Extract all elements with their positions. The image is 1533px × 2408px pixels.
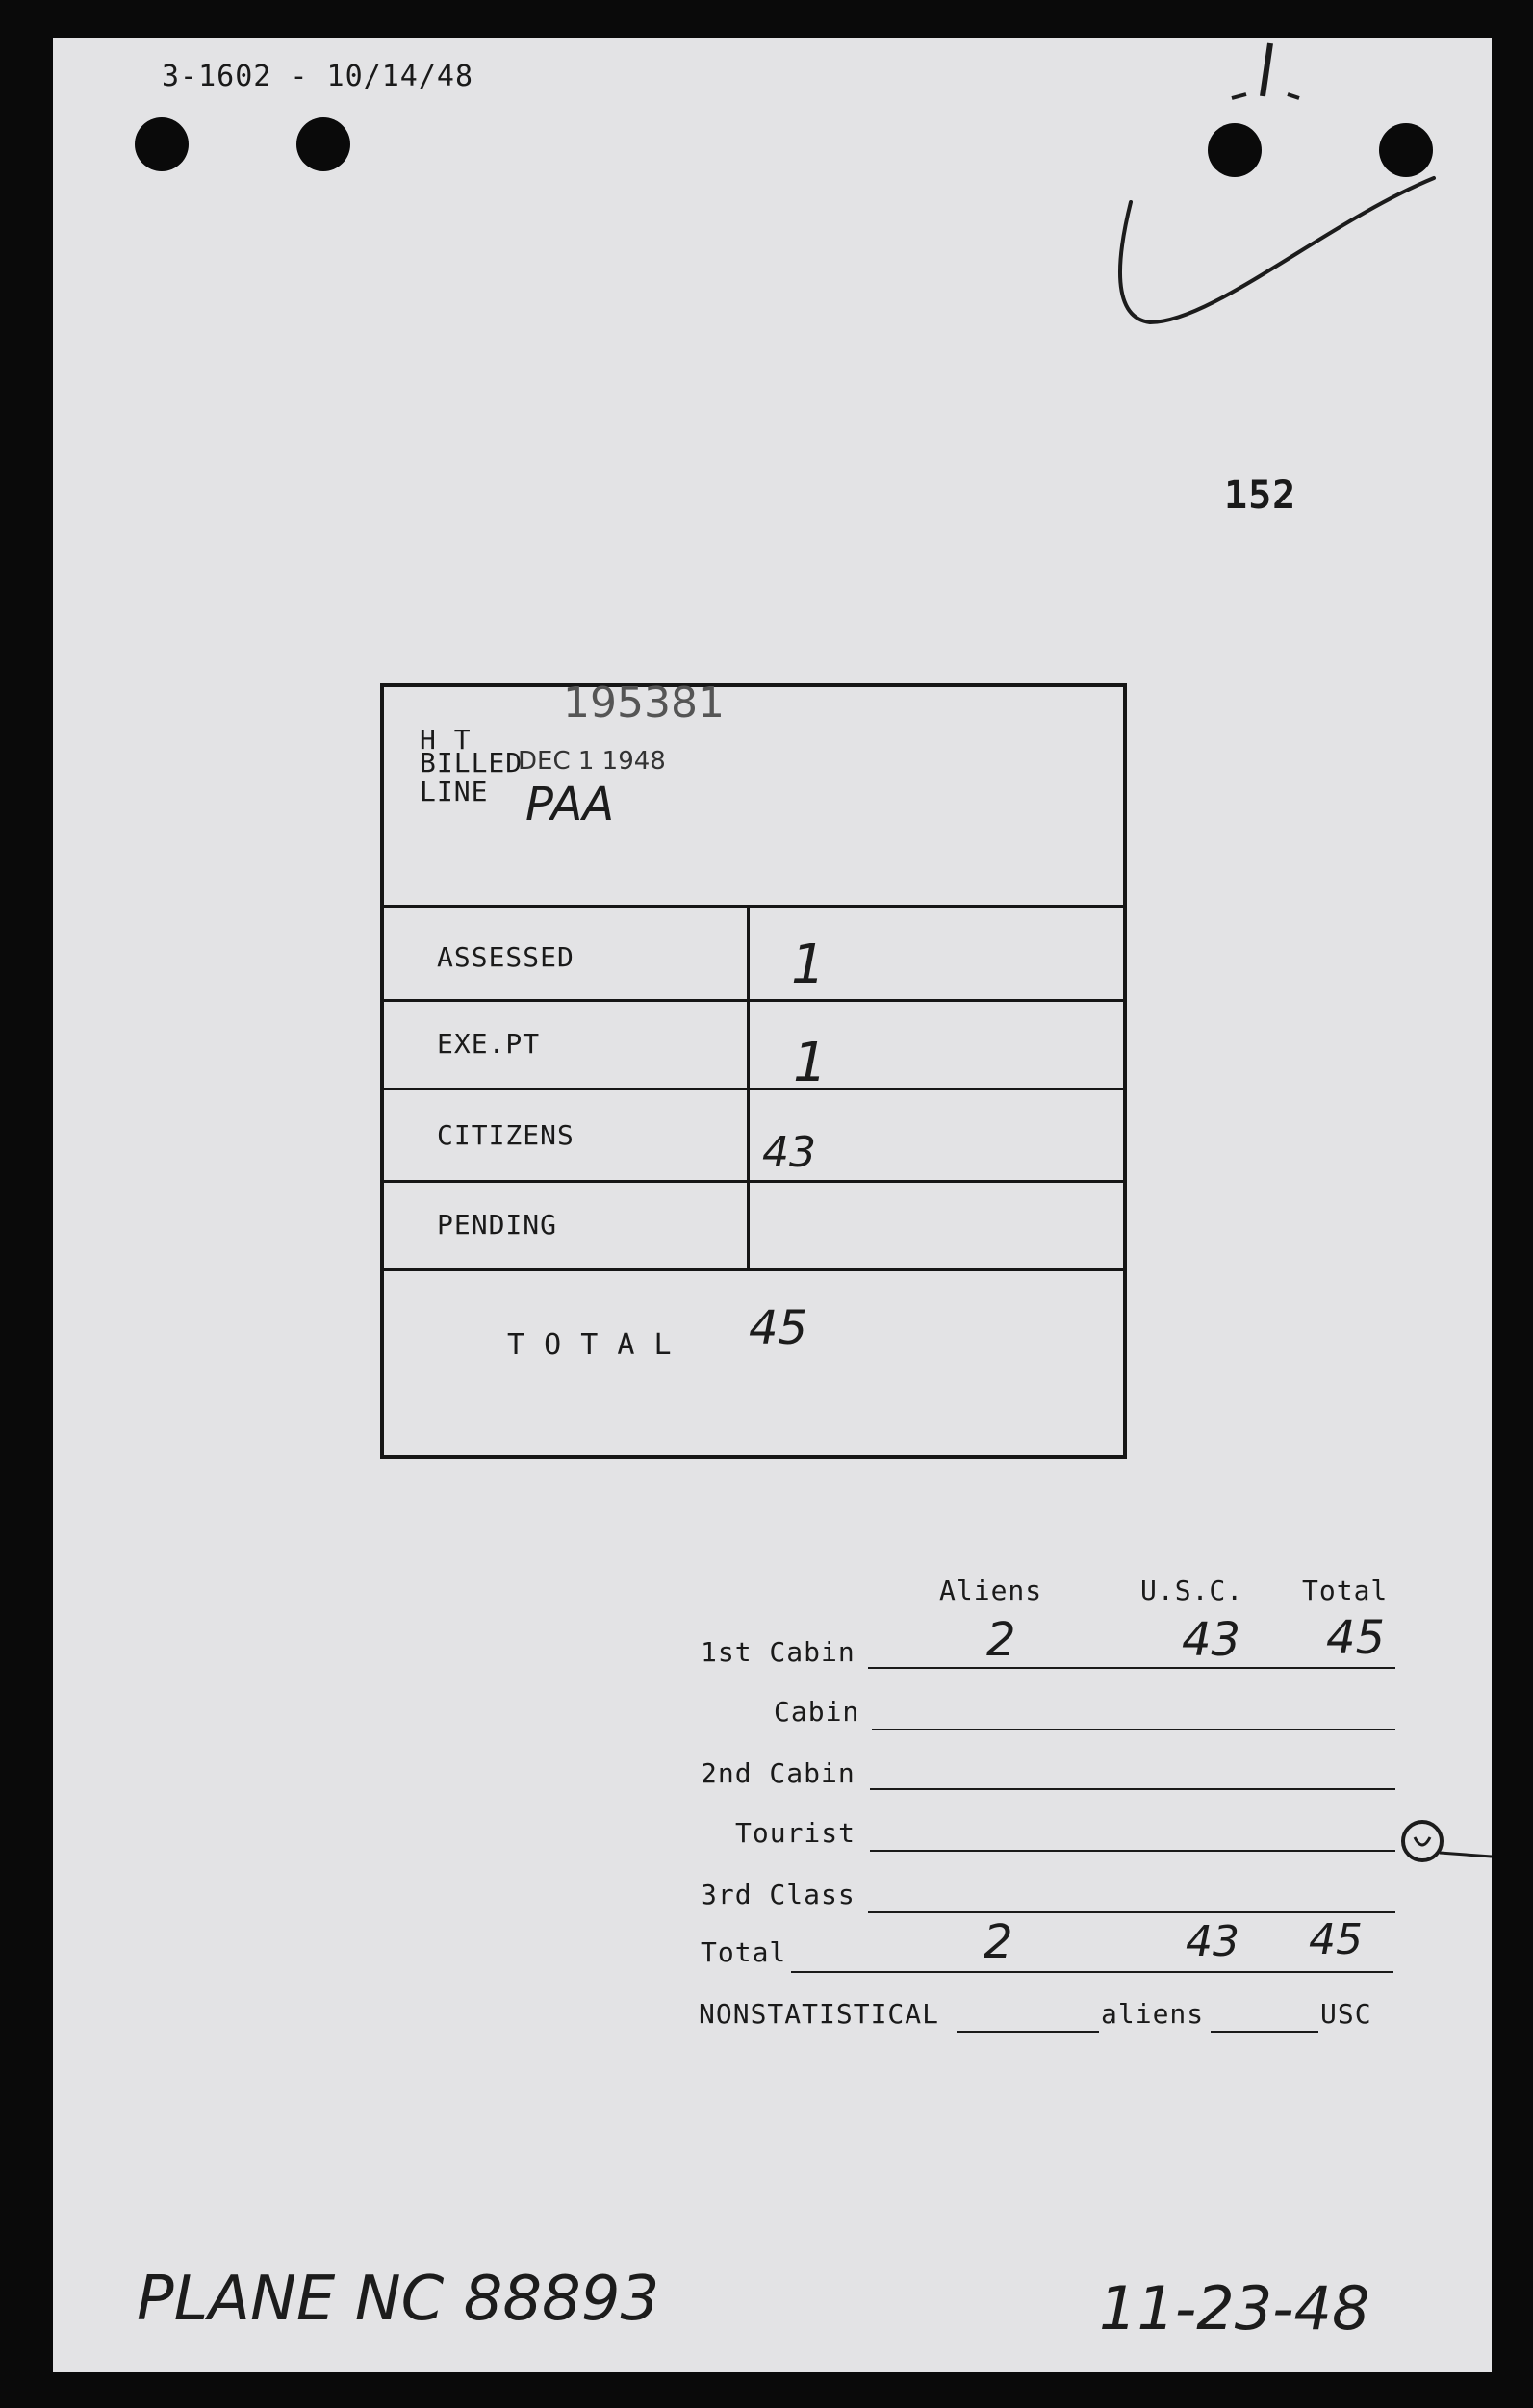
row-label-exempt: EXE.PT (437, 1028, 541, 1060)
total-usc: 43 (1186, 1917, 1239, 1966)
punch-hole (135, 117, 189, 171)
first-cabin-aliens: 2 (986, 1613, 1016, 1667)
total-value: 45 (749, 1301, 808, 1355)
line-label: LINE (420, 776, 489, 807)
handwritten-date: 11-23-48 (1099, 2273, 1370, 2344)
underline (957, 2031, 1099, 2033)
total-total: 45 (1309, 1915, 1363, 1964)
first-cabin-usc: 43 (1182, 1613, 1241, 1667)
form-number: 3-1602 - 10/14/48 (162, 60, 474, 93)
row-label-2nd-cabin: 2nd Cabin (701, 1757, 856, 1789)
row-value-exempt: 1 (793, 1032, 828, 1094)
billed-date: DEC 1 1948 (518, 747, 666, 776)
underline (870, 1850, 1395, 1852)
divider (382, 999, 1125, 1002)
nonstatistical-usc-label: USC (1320, 1998, 1372, 2030)
plane-number: PLANE NC 88893 (137, 2264, 660, 2335)
column-header-aliens: Aliens (939, 1575, 1043, 1606)
underline (870, 1788, 1395, 1790)
divider (382, 1088, 1125, 1090)
divider (382, 1268, 1125, 1271)
row-value-assessed: 1 (791, 934, 826, 996)
underline (872, 1729, 1395, 1730)
check-mark-icon (1107, 154, 1472, 337)
total-aliens: 2 (984, 1915, 1013, 1969)
nonstatistical-aliens-label: aliens (1101, 1998, 1205, 2030)
row-value-citizens: 43 (762, 1128, 816, 1177)
punch-hole (296, 117, 350, 171)
divider (382, 1180, 1125, 1183)
line-value: PAA (525, 778, 615, 832)
underline (1211, 2031, 1318, 2033)
circled-mark-icon (1395, 1814, 1501, 1872)
ht-label: H T (420, 724, 472, 756)
row-label-pending: PENDING (437, 1209, 558, 1241)
divider (382, 905, 1125, 908)
underline (868, 1667, 1395, 1669)
column-header-usc: U.S.C. (1140, 1575, 1244, 1606)
column-divider (747, 907, 750, 1268)
tick-mark-icon (1203, 38, 1318, 106)
billed-label: BILLED (420, 747, 524, 779)
row-label-total: Total (701, 1936, 787, 1968)
serial-number: 195381 (563, 679, 725, 728)
underline (791, 1971, 1393, 1973)
row-label-tourist: Tourist (735, 1817, 856, 1849)
row-label-cabin: Cabin (774, 1696, 860, 1728)
row-label-1st-cabin: 1st Cabin (701, 1636, 856, 1668)
total-label: T O T A L (507, 1328, 673, 1362)
page-number: 152 (1224, 474, 1297, 518)
row-label-assessed: ASSESSED (437, 941, 575, 973)
nonstatistical-label: NONSTATISTICAL (699, 1998, 940, 2030)
first-cabin-total: 45 (1326, 1611, 1386, 1665)
underline (868, 1911, 1395, 1913)
row-label-citizens: CITIZENS (437, 1119, 575, 1151)
row-label-3rd-class: 3rd Class (701, 1879, 856, 1910)
column-header-total: Total (1302, 1575, 1389, 1606)
